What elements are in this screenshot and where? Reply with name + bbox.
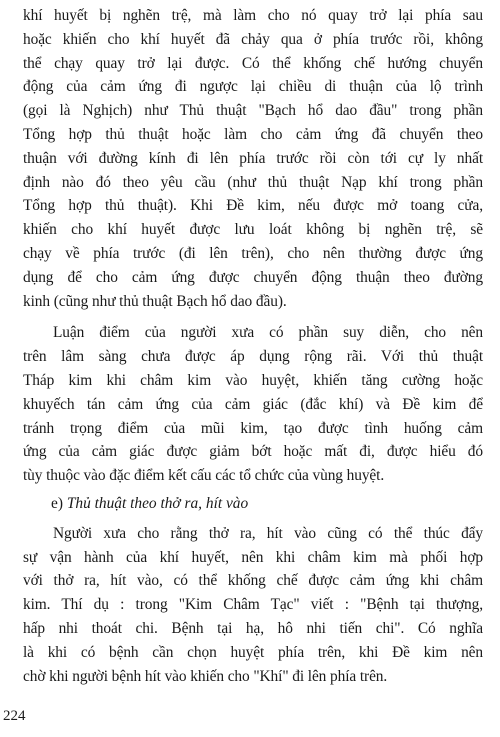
text-line: thuận với đường kính đi lên phía trước rồi còn tới cự ly nhất <box>23 149 483 167</box>
paragraph-3 <box>23 522 483 689</box>
text-line: kim. Thí dụ : trong "Kim Châm Tạc" viết : "Bệnh tại thượng, <box>23 596 483 614</box>
text-line: với thở ra, hít vào, có thể khống chế được cảm ứng khi châm <box>23 572 483 590</box>
text-line: khiến cho khí huyết được lưu loát không bị nghẽn trệ, sẽ <box>23 221 483 239</box>
text-line: trên lâm sàng chưa được áp dụng rộng rãi. Với thủ thuật <box>23 348 483 366</box>
text-line: hấp nhi thoát chi. Bệnh tại hạ, hô nhi tiến chi". Có nghĩa <box>23 619 483 637</box>
text-line: Tháp kim khi châm kim vào huyệt, khiến tăng cường hoặc <box>23 371 483 389</box>
paragraph-2 <box>23 321 483 488</box>
text-line: chạy về phía trước (đi lên trên), cho nên thường được ứng <box>23 244 483 262</box>
section-heading <box>51 492 483 516</box>
text-line: Người xưa cho rằng thở ra, hít vào cũng có thể thúc đẩy <box>53 524 483 542</box>
text-line: ứng của cảm giác được giảm bớt hoặc mất đi, được hiểu đó <box>23 443 483 461</box>
text-line: thể chạy quay trở lại được. Có thể khống chế hướng chuyển <box>23 54 483 72</box>
text-line: khuyếch tán cảm ứng của cảm giác (đắc khí) và Đề kim để <box>23 395 483 413</box>
page-content <box>23 4 483 688</box>
text-line: Tổng hợp thủ thuật). Khi Đề kim, nếu được mở toang cửa, <box>23 197 483 215</box>
text-line: định nào đó theo yêu cầu (như thủ thuật Nạp khí trong phần <box>23 173 483 191</box>
text-line: là khi có bệnh cần chọn huyệt phía trên, khi Đề kim nên <box>23 643 483 661</box>
text-line: kinh (cũng như thủ thuật Bạch hổ dao đầu). <box>23 292 287 310</box>
text-line: hoặc khiến cho khí huyết đã chảy qua ở phía trước rồi, không <box>23 30 483 48</box>
text-line: chờ khi người bệnh hít vào khiến cho "Khí" đi lên phía trên. <box>23 667 388 685</box>
text-line: khí huyết bị nghẽn trệ, mà làm cho nó quay trở lại phía sau <box>23 7 483 24</box>
heading-title: Thủ thuật theo thở ra, hít vào <box>66 494 249 512</box>
text-line: tùy thuộc vào đặc điểm kết cấu các tổ chức của vùng huyệt. <box>23 467 385 485</box>
page-number: 224 <box>3 708 26 724</box>
text-line: sự vận hành của khí huyết, nên khi châm kim mà phối hợp <box>23 548 483 566</box>
text-line: Tổng hợp thủ thuật hoặc làm cho cảm ứng đã chuyển theo <box>23 125 483 143</box>
text-line: (gọi là Nghịch) như Thủ thuật "Bạch hổ dao đầu" trong phần <box>23 102 483 120</box>
text-line: tránh trọng điểm của mũi kim, tạo được tình huống cảm <box>23 419 483 437</box>
text-line: Luận điểm của người xưa có phần suy diễn, cho nên <box>53 324 483 342</box>
paragraph-1 <box>23 4 483 313</box>
text-line: dụng để cho cảm ứng được chuyển động thuận theo đường <box>23 268 483 286</box>
text-line: động của cảm ứng đi ngược lại chiều di thuận của lộ trình <box>23 78 483 96</box>
heading-prefix: e) <box>51 494 63 512</box>
